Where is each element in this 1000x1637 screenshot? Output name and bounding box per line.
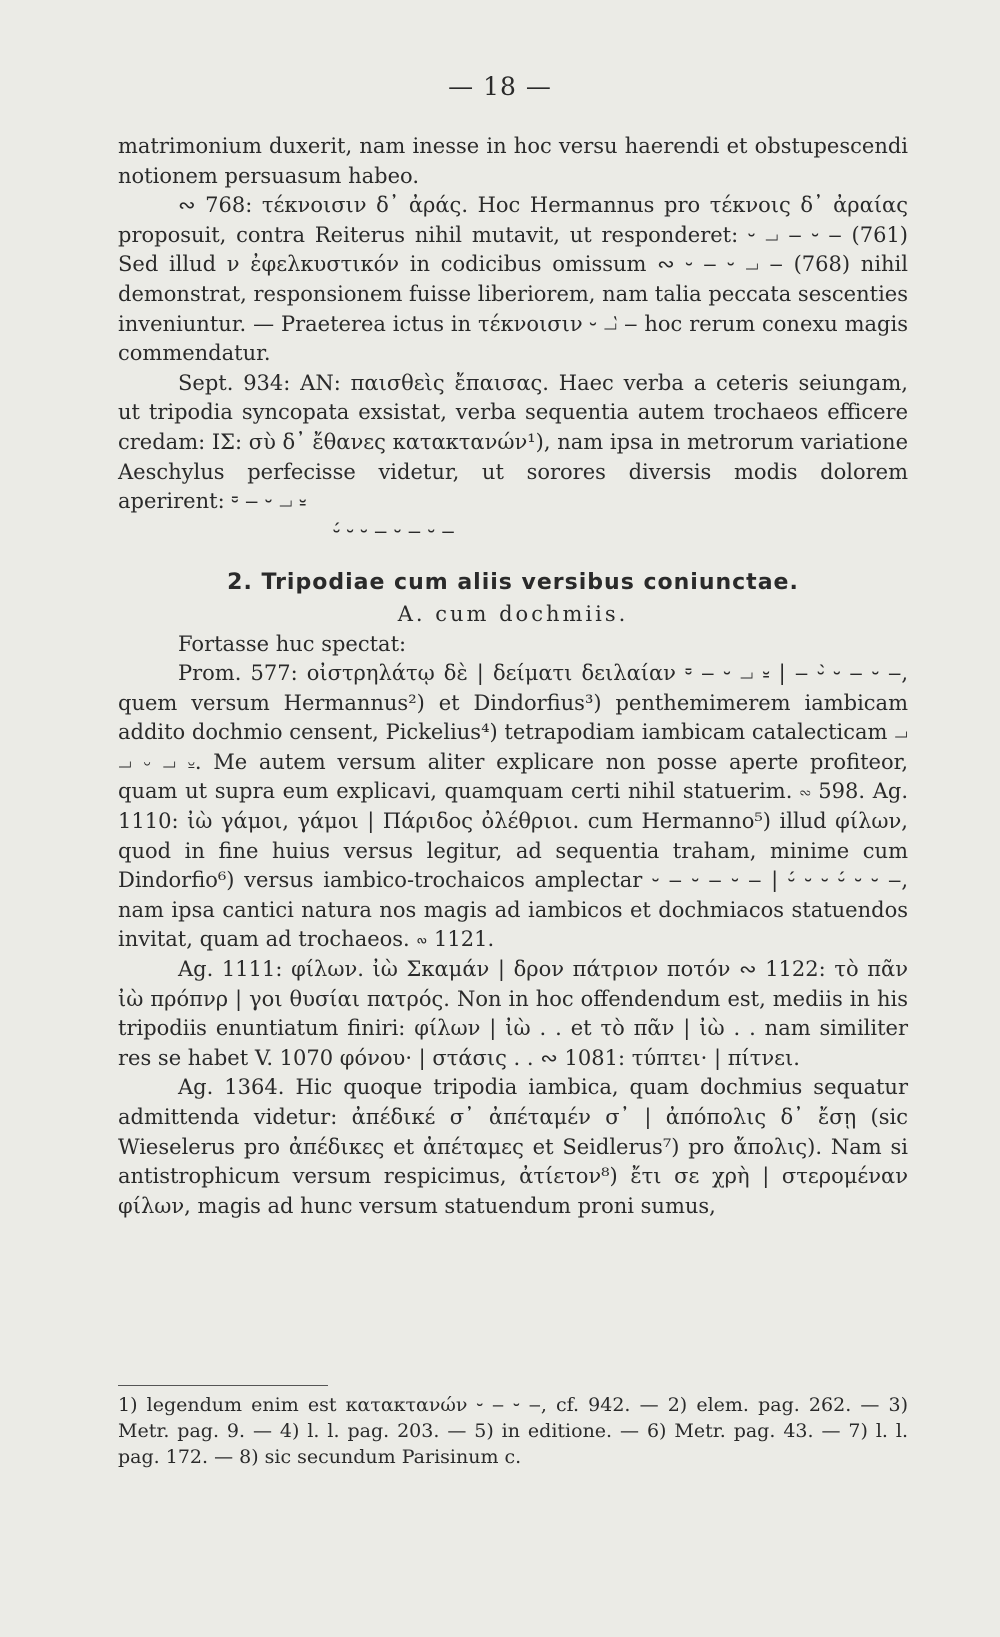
paragraph: Ag. 1364. Hic quoque tripodia iambica, quam dochmius sequatur admittenda videtur: ἀπέδικέ σ᾽ ἀπέταμέν σ᾽ | ἀπόπολις δ᾽ ἔσῃ (sic Wieselerus pro ἀπέδικες et ἀπέταμες et Seidlerus⁷) pro ἄπολις). Nam si antistrophicum versum respicimus, ἀτίετον⁸) ἔτι σε χρὴ | στερομέναν φίλων, magis ad hunc versum statuendum proni sumus, <box>118 1075 908 1218</box>
paragraph: Fortasse huc spectat: <box>178 631 407 656</box>
paragraph: Ag. 1111: φίλων. ἰὼ Σκαμάν | δρον πάτριον ποτόν ∾ 1122: τὸ πᾶν ἰὼ πρόπνρ | γοι θυσίαι πατρός. Non in hoc offendendum est, mediis in his tripodiis enuntiatum finiri: φίλων | ἰὼ . . et τὸ πᾶν | ἰὼ . . nam similiter res se habet V. 1070 φόνου· | στάσις . . ∾ 1081: τύπτει· | πίτνει. <box>118 957 908 1070</box>
footnotes <box>118 1392 908 1470</box>
section-heading: 2. Tripodiae cum aliis versibus coniunctae. <box>227 570 799 596</box>
paragraph: ∾ 768: τέκνοισιν δ᾽ ἀράς. Hoc Hermannus pro τέκνοις δ᾽ ἀραίας proposuit, contra Reiterus nihil mutavit, ut responderet: ⏑ ⏗ ‒ ⏑ ‒ (761) Sed illud ν ἐφελκυστικόν in codicibus omissum ∾ ⏑ ‒ ⏑ ⏗ ‒ (768) nihil demonstrat, responsionem fuisse liberiorem, nam talia peccata sescenties inveniuntur. — Praeterea ictus in τέκνοισιν ⏑ ⏗́ ‒ hoc rerum conexu magis commendatur. <box>118 193 908 366</box>
paragraph: matrimonium duxerit, nam inesse in hoc versu haerendi et obstupescendi notionem persuasum habeo. <box>118 134 908 188</box>
footnote-divider <box>118 1385 328 1386</box>
paragraph: Prom. 577: οἰστρηλάτῳ δὲ | δείματι δειλαίαν ⏒ ‒ ⏑ ⏗ ⏓ | ‒ ⏑́ ⏑ ‒ ⏑ ‒, quem versum Hermannus²) et Dindorfius³) penthemimerem iambicam addito dochmio censent, Pickelius⁴) tetrapodiam iambicam catalecticam ⏗ ⏗ ⏑ ⏗ ⏓. Me autem versum aliter explicare non posse aperte profiteor, quam ut supra eum explicavi, quamquam certi nihil statuerim. ∾ 598. Ag. 1110: ἰὼ γάμοι, γάμοι | Πάριδος ὀλέθριοι. cum Hermanno⁵) illud φίλων, quod in fine huius versus legitur, ad sequentia traham, minime cum Dindorfio⁶) versus iambico-trochaicos amplectar ⏑ ‒ ⏑ ‒ ⏑ ‒ | ⏑́ ⏑ ⏑ ⏑́ ⏑ ⏑ ‒, nam ipsa cantici natura nos magis ad iambicos et dochmiacos statuendos invitat, quam ad trochaeos. ∾ 1121. <box>118 661 908 952</box>
paragraph: Sept. 934: ΑΝ: παισθεὶς ἔπαισας. Haec verba a ceteris seiungam, ut tripodia syncopata exsistat, verba sequentia autem trochaeos efficere credam: ΙΣ: σὺ δ᾽ ἔθανες κατακτανών¹), nam ipsa in metrorum variatione Aeschylus perfecisse videtur, ut sorores diversis modis dolorem aperirent: ⏒ ‒ ⏑ ⏗ ⏓ <box>118 370 908 514</box>
page-number: — 18 — <box>448 72 552 101</box>
footnote-text: 1) legendum enim est κατακτανών ⏑ ‒ ⏑ ‒, cf. 942. — 2) elem. pag. 262. — 3) Metr. pag. 9. — 4) l. l. pag. 203. — 5) in editione. — 6) Metr. pag. 43. — 7) l. l. pag. 172. — 8) sic secundum Parisinum c. <box>118 1394 908 1468</box>
main-text <box>118 132 908 1221</box>
meter-line: ⏑́ ⏑ ⏑ ‒ ⏑ ‒ ⏑ ‒ <box>333 518 455 543</box>
subsection-heading: A. cum dochmiis. <box>397 601 629 626</box>
